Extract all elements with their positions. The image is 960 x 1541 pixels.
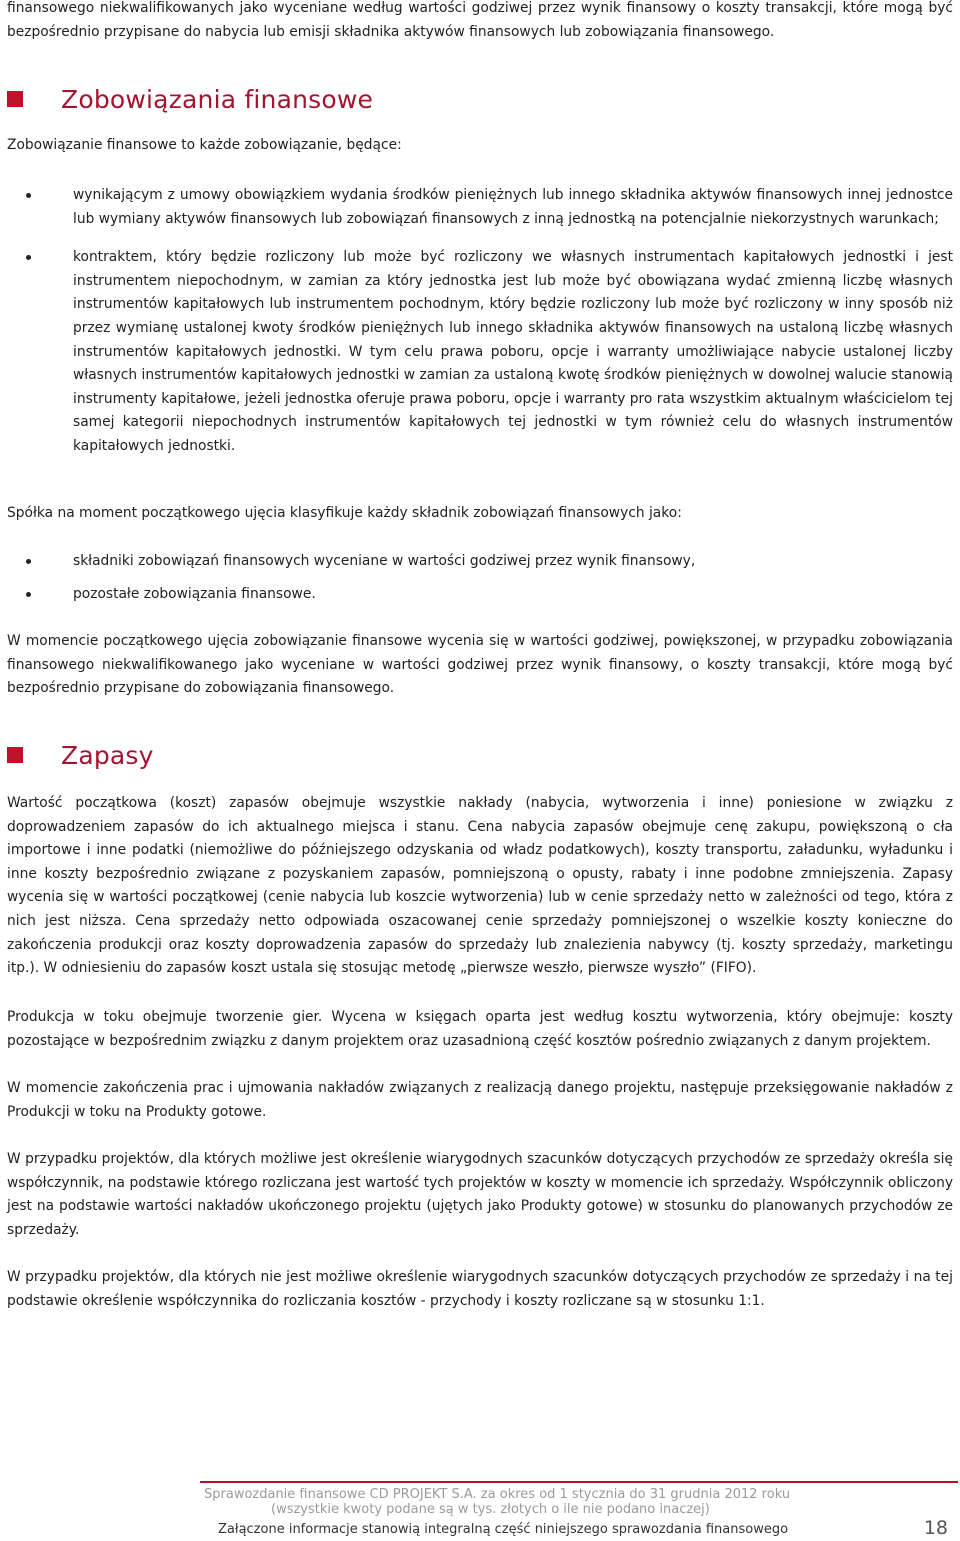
- section-title: Zapasy: [61, 740, 154, 770]
- list-item: kontraktem, który będzie rozliczony lub może być rozliczony we własnych instrumentach kapitałowych jednostki i jest instrumentem niepochodnym, w zamian za który jednostka jest lub może być obowiązana wydać zmienną liczbę własnych instrumentów kapitałowych lub instrumentem pochodnym, który będzie rozliczony lub może być rozliczony w inny sposób niż przez wymianę ustalonej kwoty środków pieniężnych lub innego składnika aktywów finansowych na ustaloną liczbę własnych instrumentów kapitałowych jednostki. W tym celu prawa poboru, opcje i warranty umożliwiające nabycie ustalonej liczby własnych instrumentów kapitałowych jednostki w zamian za ustaloną kwotę środków pieniężnych w dowolnej walucie stanowią instrumenty kapitałowe, jeżeli jednostka oferuje prawa poboru, opcje i warranty pro rata wszystkim aktualnym właścicielom tej samej kategorii niepochodnych instrumentów kapitałowych tej jednostki w tym również celu do własnych instrumentów kapitałowych jednostki.: [0, 246, 953, 458]
- lead-paragraph: Zobowiązanie finansowe to każde zobowiązanie, będące:: [7, 137, 402, 153]
- footer-divider: [200, 1481, 958, 1483]
- footer-report-title: Sprawozdanie finansowe CD PROJEKT S.A. za okres od 1 stycznia do 31 grudnia 2012 roku: [204, 1487, 791, 1502]
- liability-definition-list: [0, 184, 953, 459]
- intro-paragraph: finansowego niekwalifikowanych jako wyceniane według wartości godziwej przez wynik finansowy o koszty transakcji, które mogą być bezpośrednio przypisane do nabycia lub emisji składnika aktywów finansowych lub zobowiązania finansowego.: [7, 0, 953, 40]
- red-square-icon: [7, 91, 23, 107]
- list-item: pozostałe zobowiązania finansowe.: [0, 583, 953, 607]
- list-item: składniki zobowiązań finansowych wyceniane w wartości godziwej przez wynik finansowy,: [0, 550, 953, 574]
- bullet-icon: [26, 255, 31, 260]
- list-item: wynikającym z umowy obowiązkiem wydania środków pieniężnych lub innego składnika aktywów finansowych innej jednostce lub wymiany aktywów finansowych lub zobowiązań finansowych z inną jednostką na potencjalnie niekorzystnych warunkach;: [0, 184, 953, 231]
- page-number: 18: [923, 1517, 948, 1539]
- coefficient-paragraph: W przypadku projektów, dla których możliwe jest określenie wiarygodnych szacunków dotyczących przychodów ze sprzedaży określa się współczynnik, na podstawie którego rozliczana jest wartość tych projektów w koszty w momencie ich sprzedaży. Współczynnik obliczony jest na podstawie wartości nakładów ukończonego projektu (ujętych jako Produkty gotowe) w stosunku do planowanych przychodów ze sprzedaży.: [7, 1151, 953, 1238]
- classification-list: [0, 550, 953, 606]
- work-in-progress-paragraph: Produkcja w toku obejmuje tworzenie gier. Wycena w księgach oparta jest według kosztu wytworzenia, który obejmuje: koszty pozostające w bezpośrednim związku z danym projektem oraz uzasadnioną część kosztów pośrednio związanych z danym projektem.: [7, 1009, 953, 1049]
- initial-recognition-paragraph: W momencie początkowego ujęcia zobowiązanie finansowe wycenia się w wartości godziwej, powiększonej, w przypadku zobowiązania finansowego niekwalifikowanego jako wyceniane w wartości godziwej przez wynik finansowy, o koszty transakcji, które mogą być bezpośrednio przypisane do zobowiązania finansowego.: [7, 633, 953, 697]
- project-completion-paragraph: W momencie zakończenia prac i ujmowania nakładów związanych z realizacją danego projektu, następuje przeksięgowanie nakładów z Produkcji w toku na Produkty gotowe.: [7, 1080, 953, 1120]
- bullet-icon: [26, 592, 31, 597]
- classification-lead: Spółka na moment początkowego ujęcia klasyfikuje każdy składnik zobowiązań finansowych jako:: [7, 505, 682, 521]
- inventory-valuation-paragraph: Wartość początkowa (koszt) zapasów obejmuje wszystkie nakłady (nabycia, wytworzenia i inne) poniesione w związku z doprowadzeniem zapasów do ich aktualnego miejsca i stanu. Cena nabycia zapasów obejmuje cenę zakupu, powiększoną o cła importowe i inne podatki (niemożliwe do późniejszego odzyskania od władz podatkowych), koszty transportu, załadunku, wyładunku i inne koszty bezpośrednio związane z pozyskaniem zapasów, pomniejszoną o opusty, rabaty i inne podobne zmniejszenia. Zapasy wycenia się w wartości początkowej (cenie nabycia lub koszcie wytworzenia) lub w cenie sprzedaży netto w zależności od tego, która z nich jest niższa. Cena sprzedaży netto odpowiada oszacowanej cenie sprzedaży pomniejszonej o wszelkie koszty konieczne do zakończenia produkcji oraz koszty doprowadzenia zapasów do sprzedaży lub znalezienia nabywcy (tj. koszty sprzedaży, marketingu itp.). W odniesieniu do zapasów koszt ustala się stosując metodę „pierwsze weszło, pierwsze wyszło” (FIFO).: [7, 795, 953, 977]
- section-title: Zobowiązania finansowe: [61, 84, 374, 114]
- section-heading-financial-liabilities: [7, 84, 373, 114]
- bullet-icon: [26, 559, 31, 564]
- footer-currency-note: (wszystkie kwoty podane są w tys. złotych o ile nie podano inaczej): [271, 1502, 710, 1517]
- bullet-icon: [26, 193, 31, 198]
- red-square-icon: [7, 747, 23, 763]
- no-estimate-paragraph: W przypadku projektów, dla których nie jest możliwe określenie wiarygodnych szacunków dotyczących przychodów ze sprzedaży i na tej podstawie określenie współczynnika do rozliczania kosztów - przychody i koszty rozliczane są w stosunku 1:1.: [7, 1269, 953, 1309]
- footer-integral-note: Załączone informacje stanowią integralną część niniejszego sprawozdania finansowego: [218, 1522, 789, 1537]
- section-heading-inventories: [7, 740, 154, 770]
